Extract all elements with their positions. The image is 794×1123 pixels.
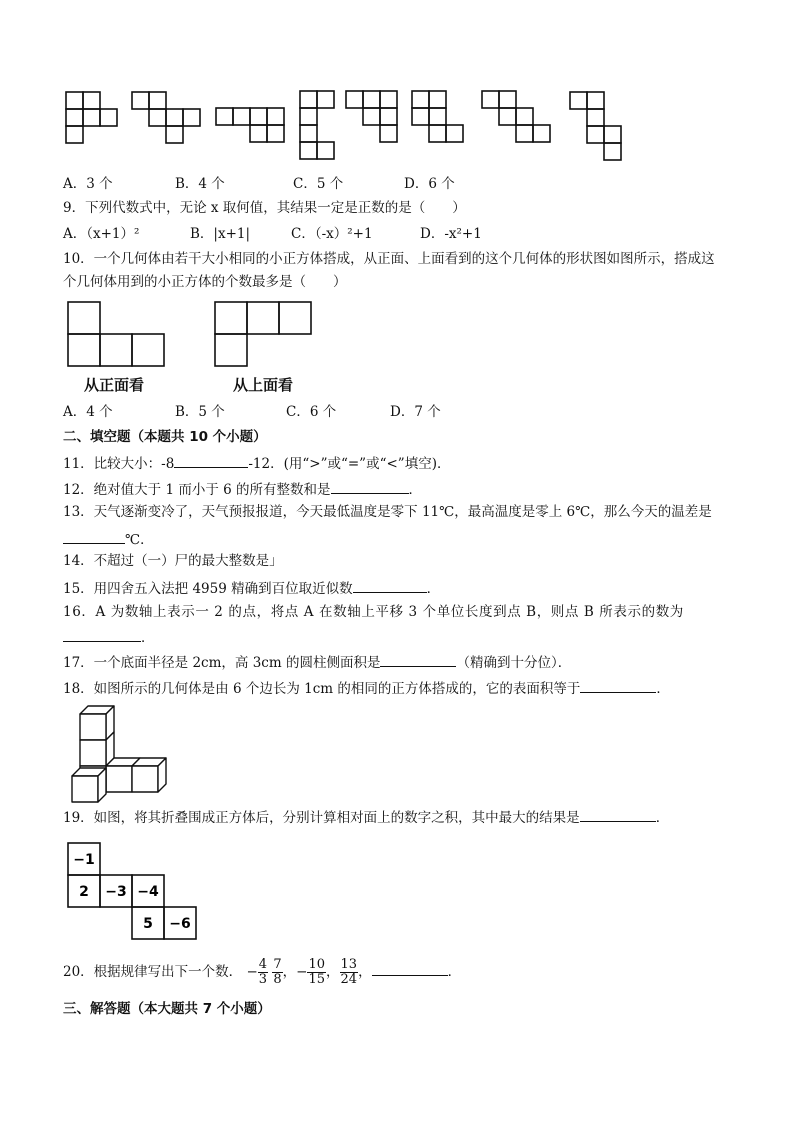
q16-answer-blank[interactable] — [63, 627, 141, 642]
q9-option-b[interactable]: B．|x+1| — [190, 226, 251, 242]
q18 — [63, 678, 670, 698]
q17-text-a: 17．一个底面半径是 2cm，高 3cm 的圆柱侧面积是 — [63, 655, 381, 671]
q10-option-b[interactable]: B．5 个 — [175, 404, 225, 420]
q16-line1: 16．A 为数轴上表示一 2 的点，将点 A 在数轴上平移 3 个单位长度到点 B，则点 B 所表示的数为 — [63, 604, 684, 620]
net-8 — [570, 92, 621, 160]
q12 — [63, 479, 422, 499]
q15 — [63, 578, 440, 598]
q9-option-c[interactable]: C．（-x）²+1 — [291, 226, 373, 242]
q20-term4 — [340, 958, 359, 987]
q14: 14．不超过（一）尸的最大整数是」 — [63, 553, 283, 569]
q17-answer-blank[interactable] — [380, 652, 456, 667]
q20-term1-den: 3 — [258, 972, 268, 987]
q10-option-a[interactable]: A．4 个 — [63, 404, 113, 420]
q16-line2 — [63, 627, 155, 647]
q20-term3 — [307, 958, 326, 987]
q20-term3-num: 10 — [308, 957, 326, 972]
net-2 — [132, 92, 200, 143]
q15-text-b: ． — [426, 581, 441, 597]
q8-option-b[interactable]: B．4 个 — [175, 176, 225, 192]
q12-answer-blank[interactable] — [331, 479, 409, 494]
q19-cell-4: −4 — [137, 884, 159, 900]
q8-option-c[interactable]: C．5 个 — [293, 176, 344, 192]
section-2-heading: 二、填空题（本题共 10 个小题） — [63, 429, 267, 445]
q9-option-d[interactable]: D．-x²+1 — [420, 226, 482, 242]
q13-unit: ℃． — [125, 532, 154, 548]
q10-option-c[interactable]: C．6 个 — [286, 404, 337, 420]
q20-answer-blank[interactable] — [372, 961, 448, 976]
q9-option-a[interactable]: A．（x+1）² — [63, 226, 140, 242]
q16-end: ． — [141, 630, 155, 646]
q20-end: ． — [447, 964, 462, 980]
q10-caption-front: 从正面看 — [84, 376, 145, 394]
q20-text-a: 20．根据规律写出下一个数． — [63, 964, 243, 980]
q19 — [63, 807, 669, 827]
q10-caption-top: 从上面看 — [233, 376, 294, 394]
q19-cell-6: −6 — [169, 916, 191, 932]
q8-nets-figure — [60, 88, 630, 170]
q20-term4-num: 13 — [340, 957, 358, 972]
q20-term4-den: 24 — [340, 972, 358, 987]
q11-text-a: 11．比较大小：-8 — [63, 456, 175, 472]
q12-text-b: ． — [408, 482, 423, 498]
q20-sep-3: ， — [358, 964, 372, 980]
q12-text-a: 12．绝对值大于 1 而小于 6 的所有整数和是 — [63, 482, 331, 498]
q13-line1: 13．天气逐渐变冷了，天气预报报道，今天最低温度是零下 11℃，最高温度是零上 6℃，那么今天的温差是 — [63, 504, 712, 520]
q11 — [63, 453, 450, 473]
q17-text-b: （精确到十分位）． — [456, 655, 572, 671]
net-3 — [216, 108, 284, 142]
q20-term1-sign: − — [246, 964, 258, 980]
q18-text-a: 18．如图所示的几何体是由 6 个边长为 1cm 的相同的正方体搭成的，它的表面积等于 — [63, 681, 581, 697]
q9-stem: 9．下列代数式中，无论 x 取何值，其结果一定是正数的是（ ） — [63, 200, 466, 216]
q20-term3-den: 15 — [308, 972, 326, 987]
q15-answer-blank[interactable] — [353, 578, 427, 593]
net-1 — [66, 92, 117, 143]
q19-cell-1: −1 — [73, 852, 95, 868]
q11-answer-blank[interactable] — [174, 453, 248, 468]
net-7 — [482, 91, 550, 142]
net-4 — [300, 91, 334, 159]
q20 — [63, 957, 461, 987]
q20-term1-num: 4 — [258, 957, 268, 972]
q13-line2 — [63, 529, 154, 549]
q20-sep-1: ， — [282, 964, 297, 980]
q10-option-d[interactable]: D．7 个 — [390, 404, 441, 420]
q10-stem-line2: 个几何体用到的小正方体的个数最多是（ ） — [63, 274, 347, 290]
q20-term1 — [258, 958, 268, 987]
q20-term2-num: 7 — [273, 957, 282, 972]
q11-text-b: -12．(用“>”或“=”或“<”填空)． — [248, 456, 451, 472]
q19-cell-3: −3 — [105, 884, 127, 900]
q8-option-a[interactable]: A．3 个 — [63, 176, 113, 192]
q18-answer-blank[interactable] — [580, 678, 656, 693]
q15-text-a: 15．用四舍五入法把 4959 精确到百位取近似数 — [63, 581, 353, 597]
q19-cell-2: 2 — [79, 884, 89, 900]
q8-option-d[interactable]: D．6 个 — [404, 176, 455, 192]
q19-cell-5: 5 — [143, 916, 153, 932]
q20-term2-den: 8 — [273, 972, 282, 987]
q18-cubes-figure — [68, 700, 184, 804]
q19-text-a: 19．如图，将其折叠围成正方体后，分别计算相对面上的数字之积，其中最大的结果是 — [63, 810, 580, 826]
q20-sep-2: ， — [326, 964, 340, 980]
net-6 — [412, 91, 463, 142]
q10-front-view — [66, 300, 168, 368]
q19-answer-blank[interactable] — [580, 807, 656, 822]
q19-text-b: ． — [655, 810, 670, 826]
q19-net-figure — [66, 841, 202, 945]
q20-term3-sign: − — [296, 964, 308, 980]
q20-term2 — [272, 958, 282, 987]
net-5 — [346, 91, 397, 142]
q10-top-view — [213, 300, 315, 368]
q17 — [63, 652, 571, 672]
section-3-heading: 三、解答题（本大题共 7 个小题） — [63, 1001, 271, 1017]
q13-answer-blank[interactable] — [63, 529, 125, 544]
q18-text-b: ． — [656, 681, 670, 697]
q10-stem-line1: 10．一个几何体由若干大小相同的小正方体搭成，从正面、上面看到的这个几何体的形状图如图所示，搭成这 — [63, 251, 715, 267]
